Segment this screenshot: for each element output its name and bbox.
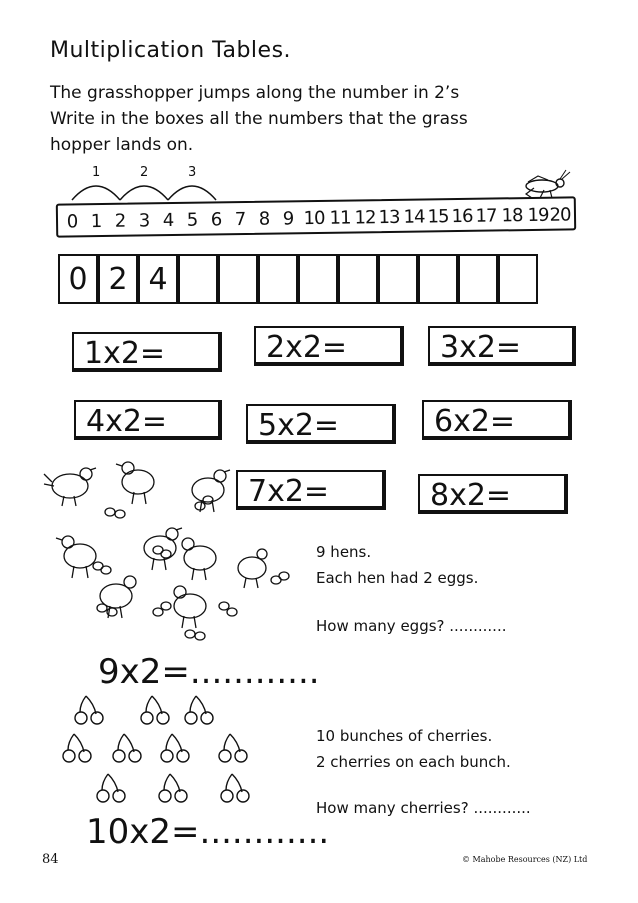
- hens-equation: 9x2=............: [98, 652, 320, 692]
- number-line-tick: 0: [66, 211, 78, 233]
- number-line-tick: 3: [138, 210, 150, 232]
- equation-4x2[interactable]: 4x2=: [74, 400, 222, 440]
- hen-icon: [174, 586, 206, 628]
- number-line-tick: 9: [282, 208, 294, 230]
- number-line-tick: 18: [501, 205, 523, 227]
- number-line-tick: 15: [427, 206, 449, 228]
- number-line-tick: 1: [90, 210, 102, 233]
- cherry-bunch-icon: [161, 734, 189, 762]
- answer-box[interactable]: [378, 254, 418, 304]
- answer-box[interactable]: 2: [98, 254, 138, 304]
- answer-box[interactable]: [418, 254, 458, 304]
- number-line-tick: 10: [303, 207, 325, 230]
- answer-box[interactable]: [218, 254, 258, 304]
- equation-3x2[interactable]: 3x2=: [428, 326, 576, 366]
- hens-illustration: [40, 456, 290, 646]
- number-line-tick: 17: [475, 205, 497, 227]
- answer-box[interactable]: [258, 254, 298, 304]
- equation-5x2[interactable]: 5x2=: [246, 404, 396, 444]
- cherry-bunch-icon: [97, 774, 125, 802]
- number-line-tick: 4: [162, 209, 174, 232]
- hens-question: How many eggs? ............: [316, 617, 507, 635]
- number-line-tick: 5: [186, 209, 198, 231]
- cherry-bunch-icon: [63, 734, 91, 762]
- number-line-tick: 7: [234, 208, 246, 231]
- hen-icon: [56, 536, 96, 578]
- number-line-tick: 20: [549, 204, 571, 226]
- number-line-tick: 13: [378, 206, 400, 229]
- answer-box[interactable]: [298, 254, 338, 304]
- cherry-bunch-icon: [113, 734, 141, 762]
- cherries-question: How many cherries? ............: [316, 799, 531, 817]
- instruction-line-3: hopper lands on.: [50, 135, 194, 155]
- instruction-line-2: Write in the boxes all the numbers that the grass: [50, 109, 468, 129]
- equation-2x2[interactable]: 2x2=: [254, 326, 404, 366]
- copyright-text: © Mahobe Resources (NZ) Ltd: [462, 855, 588, 864]
- answer-box[interactable]: [178, 254, 218, 304]
- answer-box[interactable]: 4: [138, 254, 178, 304]
- cherries-line-2: 2 cherries on each bunch.: [316, 753, 511, 771]
- equation-7x2[interactable]: 7x2=: [236, 470, 386, 510]
- answer-box[interactable]: [498, 254, 538, 304]
- equation-8x2[interactable]: 8x2=: [418, 474, 568, 514]
- number-line-tick: 2: [114, 210, 126, 232]
- cherry-bunch-icon: [185, 696, 213, 724]
- hen-icon: [182, 538, 216, 580]
- number-line-tick: 16: [451, 205, 473, 228]
- number-line: [56, 196, 576, 237]
- instruction-line-1: The grasshopper jumps along the number in 2’s: [50, 83, 460, 103]
- number-line-tick: 8: [258, 208, 270, 230]
- page-title: Multiplication Tables.: [50, 38, 292, 63]
- jump-label-3: 3: [188, 165, 197, 180]
- number-line-tick: 11: [329, 207, 351, 229]
- number-line-tick: 14: [403, 206, 425, 228]
- answer-box[interactable]: 0: [58, 254, 98, 304]
- equation-1x2[interactable]: 1x2=: [72, 332, 222, 372]
- number-line-tick: 12: [354, 207, 376, 229]
- cherry-bunch-icon: [159, 774, 187, 802]
- cherries-illustration: [62, 694, 274, 810]
- cherry-bunch-icon: [75, 696, 103, 724]
- jump-label-2: 2: [140, 165, 149, 180]
- number-line-tick: 6: [210, 209, 222, 231]
- cherries-line-1: 10 bunches of cherries.: [316, 727, 493, 745]
- cherry-bunch-icon: [141, 696, 169, 724]
- cherry-bunch-icon: [221, 774, 249, 802]
- hen-icon: [44, 468, 96, 506]
- hen-icon: [238, 549, 267, 588]
- hens-line-2: Each hen had 2 eggs.: [316, 569, 479, 587]
- hen-icon: [116, 462, 154, 504]
- jump-label-1: 1: [92, 165, 101, 180]
- cherry-bunch-icon: [219, 734, 247, 762]
- hens-line-1: 9 hens.: [316, 543, 372, 561]
- answer-box[interactable]: [458, 254, 498, 304]
- number-line-tick: 19: [527, 204, 549, 227]
- equation-6x2[interactable]: 6x2=: [422, 400, 572, 440]
- page-number: 84: [42, 852, 59, 867]
- cherries-equation: 10x2=............: [86, 812, 330, 852]
- hen-icon: [192, 470, 230, 512]
- answer-box[interactable]: [338, 254, 378, 304]
- grasshopper-icon: [526, 170, 570, 198]
